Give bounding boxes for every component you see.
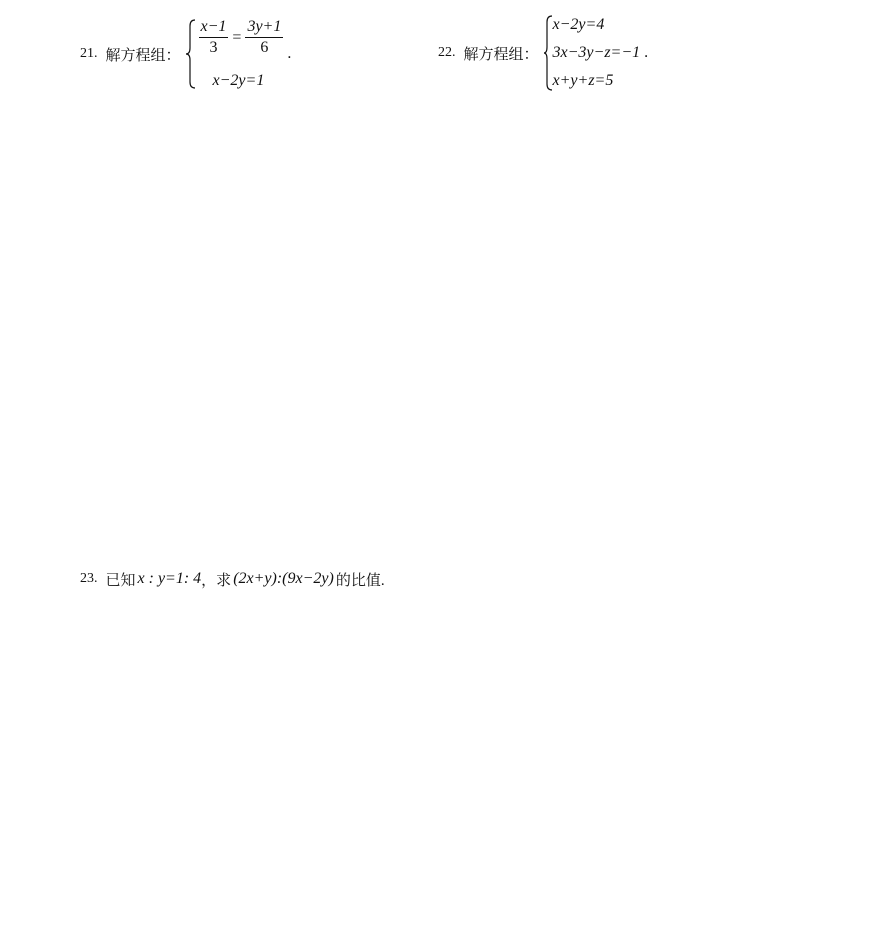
problem-21 (80, 18, 291, 90)
fraction-denominator: 3 (209, 39, 218, 56)
fraction-right (245, 18, 283, 57)
period: . (287, 45, 292, 62)
equals-sign: = (232, 28, 242, 46)
problem-prompt-comma: ，求 (201, 572, 232, 589)
equation-1 (199, 18, 284, 57)
equation-1: x−2y=4 (552, 16, 605, 33)
left-brace-icon (543, 14, 553, 92)
problem-prompt-end: 的比值. (335, 572, 385, 589)
equation-3: x+y+z=5 (552, 72, 614, 89)
equation-system (185, 18, 284, 90)
left-brace-icon (185, 18, 197, 90)
equation-list (553, 14, 641, 92)
fraction-numerator: 3y+1 (245, 18, 283, 38)
problem-number: 23. (80, 571, 98, 586)
problem-prompt-start: 已知 (105, 572, 136, 589)
problem-number: 22. (438, 45, 456, 60)
equation-list (199, 18, 284, 90)
equation-2: 3x−3y−z=−1 (552, 44, 641, 61)
problem-22 (438, 14, 648, 92)
equation-system (543, 14, 641, 92)
fraction-numerator: x−1 (199, 18, 229, 38)
equation-2: x−2y=1 (212, 72, 265, 89)
problem-prompt: 解方程组： (105, 47, 181, 64)
problem-number: 21. (80, 46, 98, 61)
given-ratio: x : y=1: 4 (137, 570, 202, 587)
problem-23 (80, 568, 385, 590)
fraction-denominator: 6 (260, 39, 269, 56)
period: . (644, 44, 649, 61)
fraction-left (199, 18, 229, 57)
target-expression: (2x+y):(9x−2y) (233, 570, 334, 587)
problem-prompt: 解方程组： (463, 46, 539, 63)
